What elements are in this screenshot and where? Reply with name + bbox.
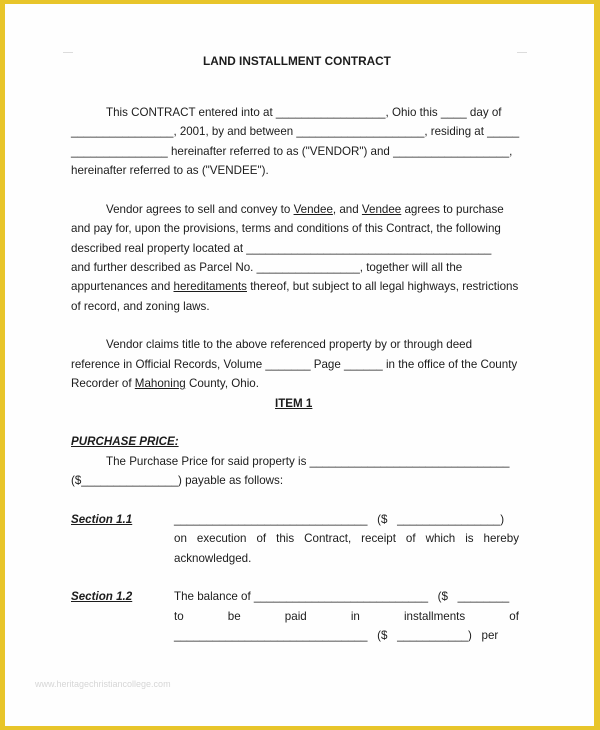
- paragraph-3-line-3: [71, 377, 259, 391]
- underlined-term: Mahoning: [134, 377, 186, 390]
- purchase-price-heading: PURCHASE PRICE:: [71, 435, 179, 448]
- document-page: [5, 4, 594, 726]
- text-run: Recorder of: [71, 377, 135, 390]
- text-run: appurtenances and: [71, 280, 174, 293]
- paragraph-2-line-3: described real property located at ______________________________________: [71, 242, 492, 255]
- underlined-term: Vendee: [293, 203, 333, 216]
- section-1-2-line-2: [174, 610, 519, 624]
- word: be: [227, 610, 241, 623]
- purchase-line-1: The Purchase Price for said property is _______________________________: [106, 455, 510, 468]
- word: paid: [284, 610, 307, 623]
- paragraph-2-line-6: of record, and zoning laws.: [71, 300, 210, 313]
- section-1-1-label: Section 1.1: [71, 513, 133, 526]
- paragraph-1-line-2: ________________, 2001, by and between ____________________, residing at _____: [71, 125, 520, 138]
- section-1-2-line-1: The balance of ___________________________ ($ ________: [174, 590, 510, 603]
- word: in: [350, 610, 360, 623]
- section-1-1-line-3: acknowledged.: [174, 552, 252, 565]
- paragraph-2-line-5: [71, 280, 518, 294]
- paragraph-2-line-4: and further described as Parcel No. ________________, together will all the: [71, 261, 463, 274]
- word: installments: [403, 610, 466, 623]
- paragraph-2-line-1: [106, 203, 504, 217]
- paragraph-1-line-3: _______________ hereinafter referred to as ("VENDOR") and __________________,: [71, 145, 513, 158]
- paragraph-1-line-4: hereinafter referred to as ("VENDEE").: [71, 164, 269, 177]
- word: to: [174, 610, 184, 623]
- document-title: LAND INSTALLMENT CONTRACT: [203, 54, 391, 68]
- section-1-2-label: Section 1.2: [71, 590, 133, 603]
- text-run: , and: [332, 203, 362, 216]
- purchase-line-2: ($_______________) payable as follows:: [71, 474, 284, 487]
- paragraph-1-line-1: This CONTRACT entered into at _________________, Ohio this ____ day of: [106, 106, 502, 119]
- document-content: [5, 4, 594, 726]
- paragraph-3-line-1: Vendor claims title to the above referenced property by or through deed: [106, 338, 473, 351]
- section-1-1-line-1: ______________________________ ($ ________________): [174, 513, 505, 526]
- word: of: [509, 610, 519, 623]
- underlined-term: Vendee: [361, 203, 402, 216]
- text-run: County, Ohio.: [185, 377, 259, 390]
- watermark: www.heritagechristiancollege.com: [35, 679, 171, 689]
- paragraph-3-line-2: reference in Official Records, Volume _______ Page ______ in the office of the County: [71, 358, 518, 371]
- page-corner-mark: [517, 52, 527, 53]
- section-1-2-line-3: ______________________________ ($ ___________) per: [174, 629, 499, 642]
- text-run: agrees to purchase: [401, 203, 504, 216]
- page-corner-mark: [63, 52, 73, 53]
- section-1-1-line-2: on execution of this Contract, receipt of which is hereby: [174, 532, 519, 545]
- paragraph-2-line-2: and pay for, upon the provisions, terms and conditions of this Contract, the following: [71, 222, 501, 235]
- item-heading: ITEM 1: [275, 397, 313, 410]
- text-run: thereof, but subject to all legal highways, restrictions: [246, 280, 519, 293]
- underlined-term: hereditaments: [173, 280, 247, 293]
- text-run: Vendor agrees to sell and convey to: [106, 203, 294, 216]
